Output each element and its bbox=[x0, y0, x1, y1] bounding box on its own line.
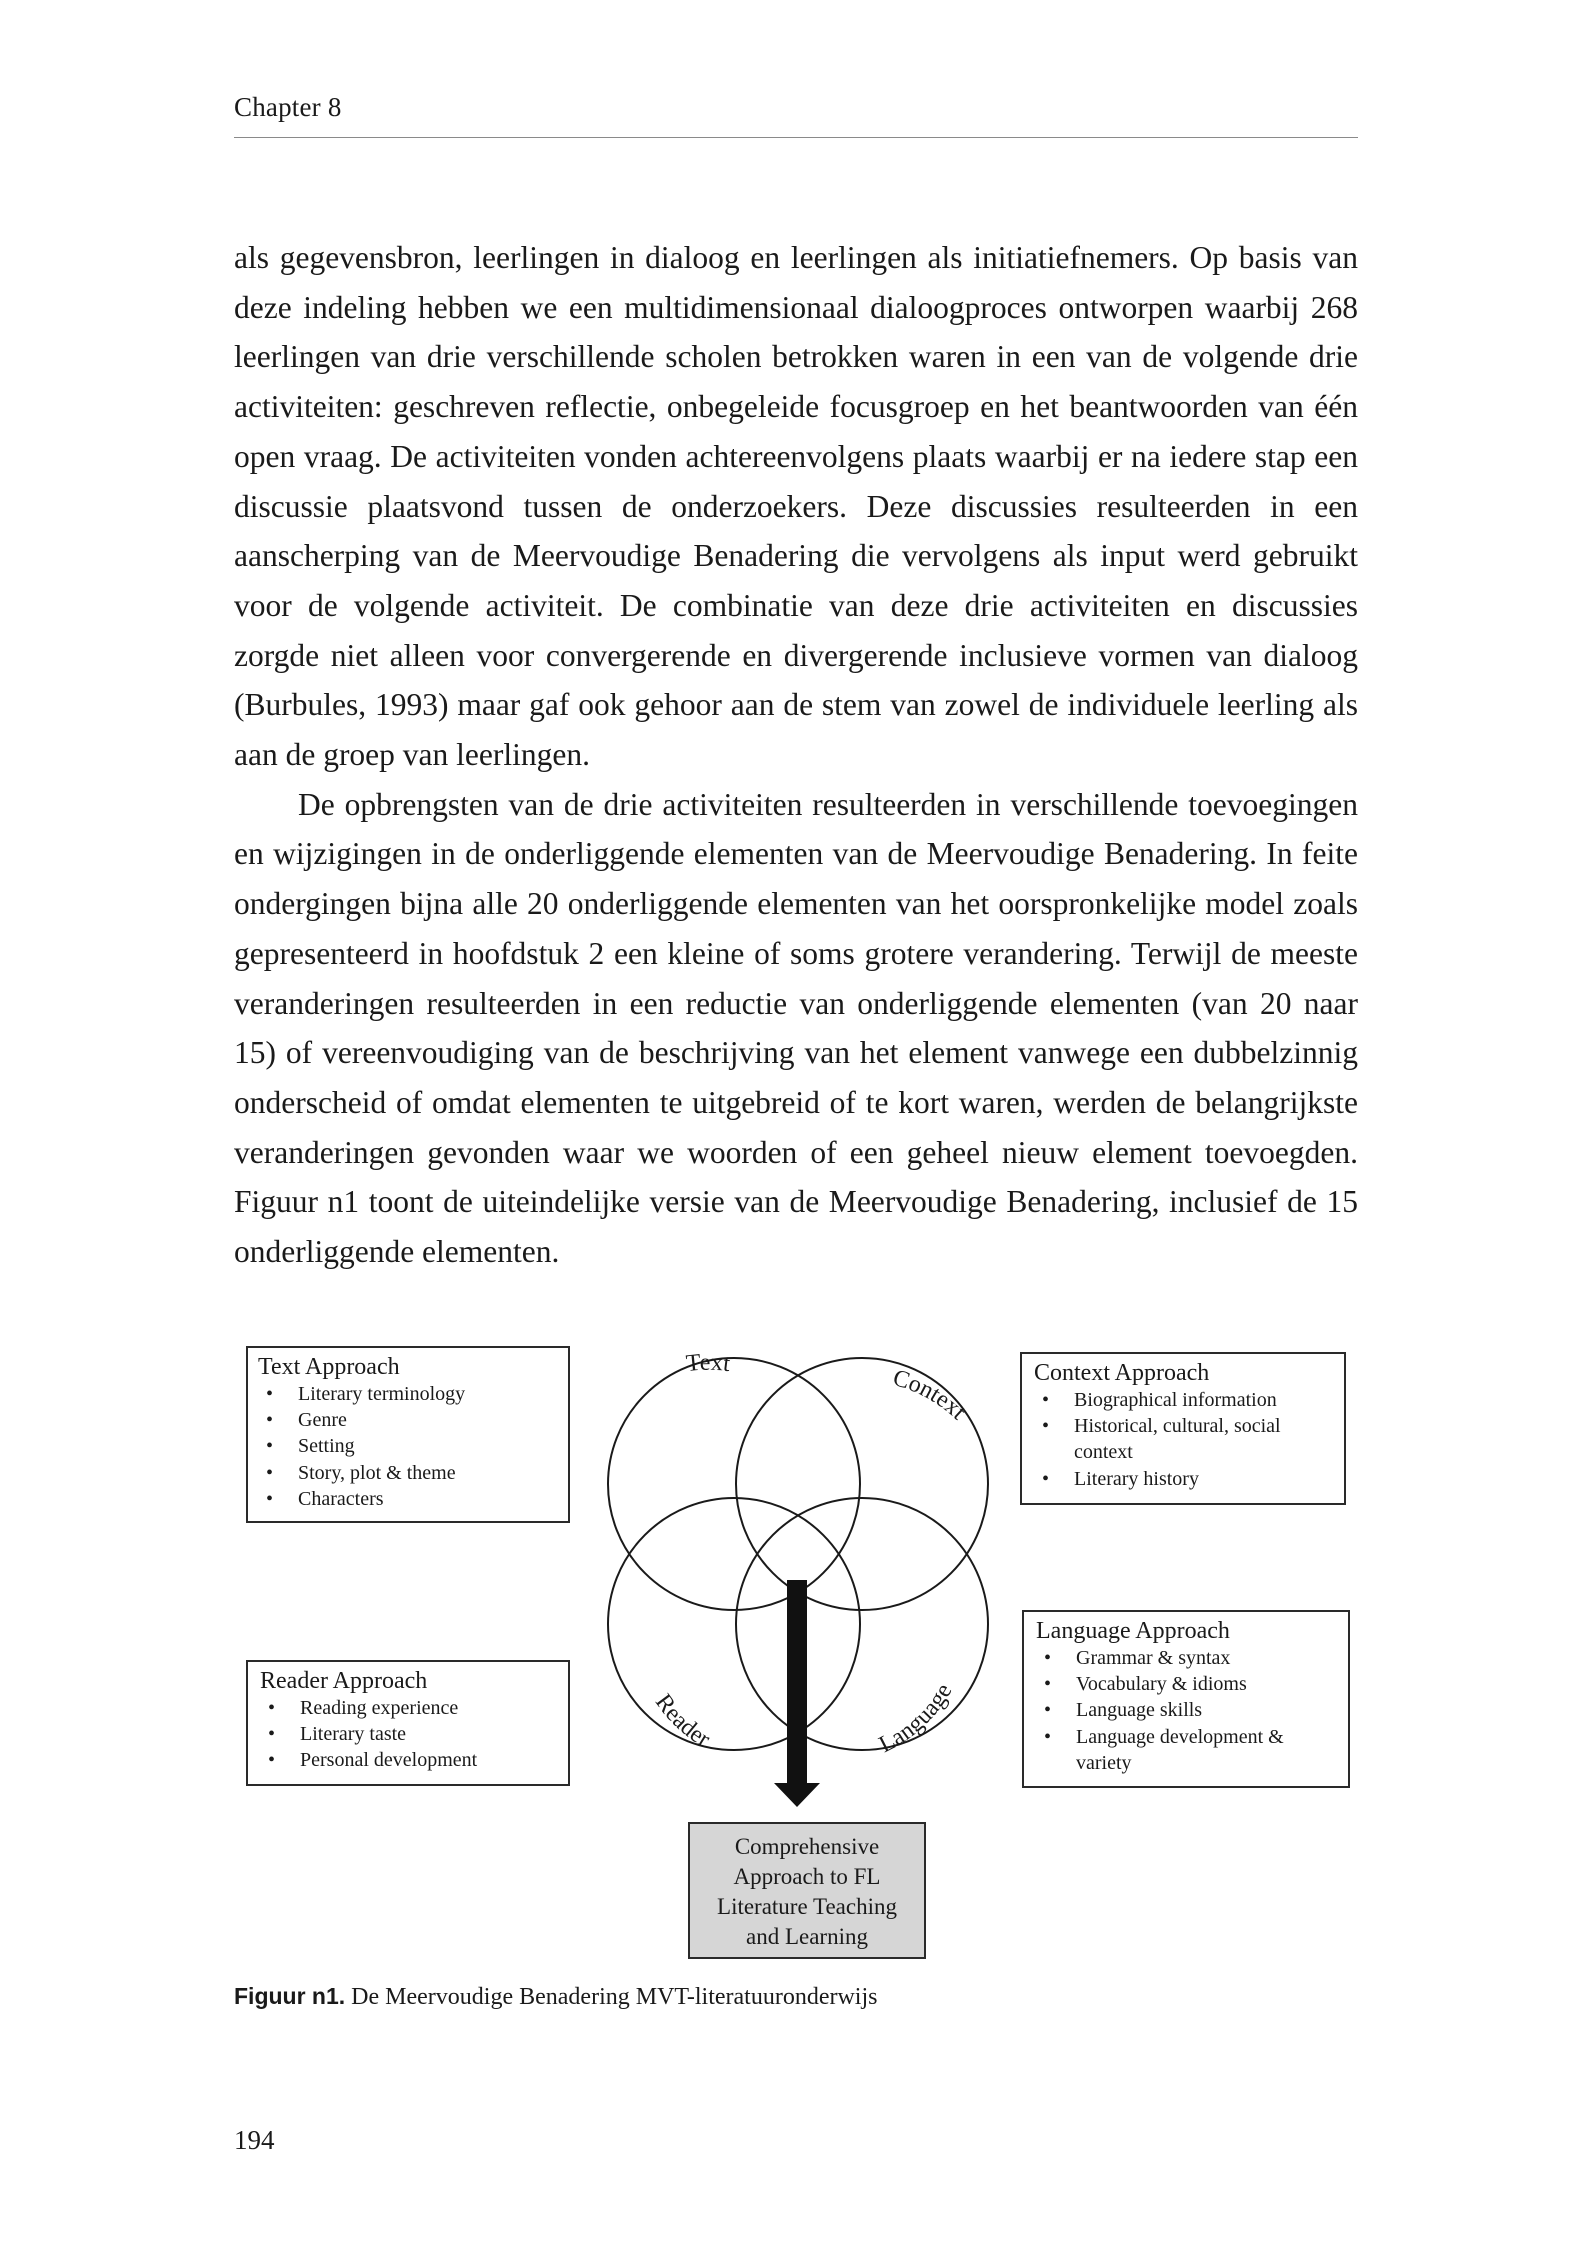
center-line: and Learning bbox=[746, 1924, 868, 1949]
language-approach-title: Language Approach bbox=[1036, 1618, 1230, 1644]
list-item: • Story, plot & theme bbox=[266, 1461, 456, 1484]
list-item: • Genre bbox=[266, 1409, 347, 1432]
list-item: • Grammar & syntax bbox=[1044, 1647, 1231, 1669]
circle-reader bbox=[608, 1498, 860, 1750]
body-text bbox=[234, 233, 1358, 1277]
paragraph: De opbrengsten van de drie activiteiten resulteerden in verschillende toevoegingen en wijzigingen in de onderliggende elementen van de Meervoudige Benadering. In feite ondergingen bijna alle 20 onderliggende elementen van het oorspronkelijke model zoals gepresenteerd in hoofdstuk 2 een kleine of soms grotere verandering. Terwijl de meeste veranderingen resulteerden in een reductie van onderliggende elementen (van 20 naar 15) of vereenvoudiging van de beschrijving van het element vanwege een dubbelzinnig onderscheid of omdat elementen te uitgebreid of te kort waren, werden de belangrijkste veranderingen gevonden waar we woorden of een geheel nieuw element toevoegden. Figuur n1 toont de uiteindelijke versie van de Meervoudige Benadering, inclusief de 15 onderliggende elementen. bbox=[234, 786, 1358, 1270]
center-line: Comprehensive bbox=[734, 1834, 880, 1859]
label-text: Text bbox=[684, 1349, 732, 1378]
center-line: Approach to FL bbox=[733, 1864, 881, 1889]
caption-text: De Meervoudige Benadering MVT-literatuuronderwijs bbox=[351, 1984, 878, 2010]
arrow-shaft bbox=[787, 1580, 807, 1786]
list-item: • Literary terminology bbox=[266, 1383, 466, 1405]
list-item: • Vocabulary & idioms bbox=[1044, 1673, 1247, 1696]
comprehensive-approach-box bbox=[688, 1822, 926, 1959]
list-item: • Setting bbox=[266, 1435, 355, 1458]
header-rule bbox=[234, 137, 1358, 138]
list-item: • Biographical information bbox=[1042, 1389, 1277, 1411]
list-item: • Characters bbox=[266, 1487, 384, 1510]
page-number: 194 bbox=[234, 2125, 275, 2155]
context-approach-box bbox=[1020, 1352, 1346, 1505]
paragraph: als gegevensbron, leerlingen in dialoog en leerlingen als initiatiefnemers. Op basis van deze indeling hebben we een multidimensionaal dialoogproces ontworpen waarbij 268 leerlingen van drie verschillende scholen betrokken waren in een van de volgende drie activiteiten: geschreven reflectie, onbegeleide focusgroep en het beantwoorden van één open vraag. De activiteiten vonden achtereenvolgens plaats waarbij er na iedere stap een discussie plaatsvond tussen de onderzoekers. Deze discussies resulteerden in een aanscherping van de Meervoudige Benadering die vervolgens als input werd gebruikt voor de volgende activiteit. De combinatie van deze drie activiteiten en discussies zorgde niet alleen voor convergerende en divergerende inclusieve vormen van dialoog (Burbules, 1993) maar gaf ook gehoor aan de stem van zowel de individuele leerling als aan de groep van leerlingen. bbox=[234, 240, 1358, 773]
list-item: • Historical, cultural, social context bbox=[1042, 1415, 1281, 1464]
reader-approach-title: Reader Approach bbox=[260, 1668, 428, 1694]
language-approach-box bbox=[1022, 1610, 1350, 1788]
list-item: • Language development & variety bbox=[1044, 1725, 1284, 1774]
caption-label: Figuur n1. bbox=[234, 1983, 346, 2009]
list-item: • Language skills bbox=[1044, 1699, 1203, 1722]
running-header: Chapter 8 bbox=[234, 92, 342, 122]
label-reader: Reader bbox=[649, 1689, 715, 1753]
label-context: Context bbox=[889, 1364, 972, 1426]
text-approach-box bbox=[246, 1346, 570, 1523]
reader-approach-box bbox=[246, 1660, 570, 1786]
text-approach-title: Text Approach bbox=[258, 1354, 400, 1380]
list-item: • Literary taste bbox=[268, 1723, 407, 1746]
list-item: • Personal development bbox=[268, 1749, 478, 1772]
list-item: • Literary history bbox=[1042, 1467, 1199, 1490]
circle-text bbox=[608, 1358, 860, 1610]
list-item: • Reading experience bbox=[268, 1697, 459, 1719]
center-line: Literature Teaching bbox=[717, 1894, 897, 1919]
circle-language bbox=[736, 1498, 988, 1750]
context-approach-title: Context Approach bbox=[1034, 1360, 1210, 1386]
label-language: Language bbox=[875, 1679, 958, 1759]
figure-comprehensive-approach bbox=[234, 1340, 1358, 1980]
arrow-head bbox=[774, 1783, 820, 1807]
figure-caption bbox=[234, 1983, 877, 2011]
